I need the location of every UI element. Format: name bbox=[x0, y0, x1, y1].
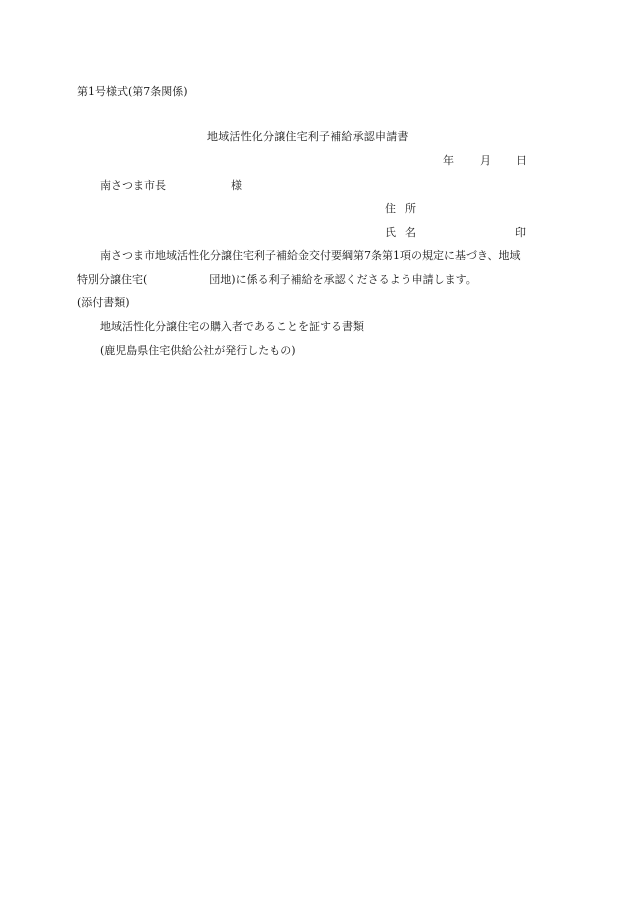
form-number: 第1号様式(第7条関係) bbox=[77, 85, 188, 98]
body-line-2-prefix: 特別分譲住宅( bbox=[77, 273, 148, 286]
address-label bbox=[385, 203, 416, 214]
body-text-line-1: 南さつま市地域活性化分譲住宅利子補給金交付要綱第7条第1項の規定に基づき、地域 bbox=[100, 249, 521, 262]
date-year-label: 年 bbox=[443, 154, 454, 167]
document-title: 地域活性化分譲住宅利子補給承認申請書 bbox=[207, 130, 409, 143]
attachment-item: 地域活性化分譲住宅の購入者であることを証する書類 bbox=[100, 320, 364, 333]
address-label-part2: 所 bbox=[405, 202, 416, 215]
seal-mark: 印 bbox=[515, 226, 526, 239]
date-day-label: 日 bbox=[516, 154, 527, 167]
body-text-line-2 bbox=[77, 274, 477, 285]
name-label-part1: 氏 bbox=[385, 226, 396, 239]
date-month-label: 月 bbox=[480, 154, 491, 167]
addressee-honorific: 様 bbox=[231, 179, 242, 192]
attachments-heading: (添付書類) bbox=[77, 296, 130, 309]
address-label-part1: 住 bbox=[385, 202, 396, 215]
attachment-note: (鹿児島県住宅供給公社が発行したもの) bbox=[100, 344, 296, 357]
name-label-part2: 名 bbox=[405, 226, 416, 239]
name-label bbox=[385, 227, 416, 238]
body-line-2-suffix: 団地)に係る利子補給を承認くださるよう申請します。 bbox=[209, 273, 477, 286]
addressee-name: 南さつま市長 bbox=[100, 179, 166, 192]
